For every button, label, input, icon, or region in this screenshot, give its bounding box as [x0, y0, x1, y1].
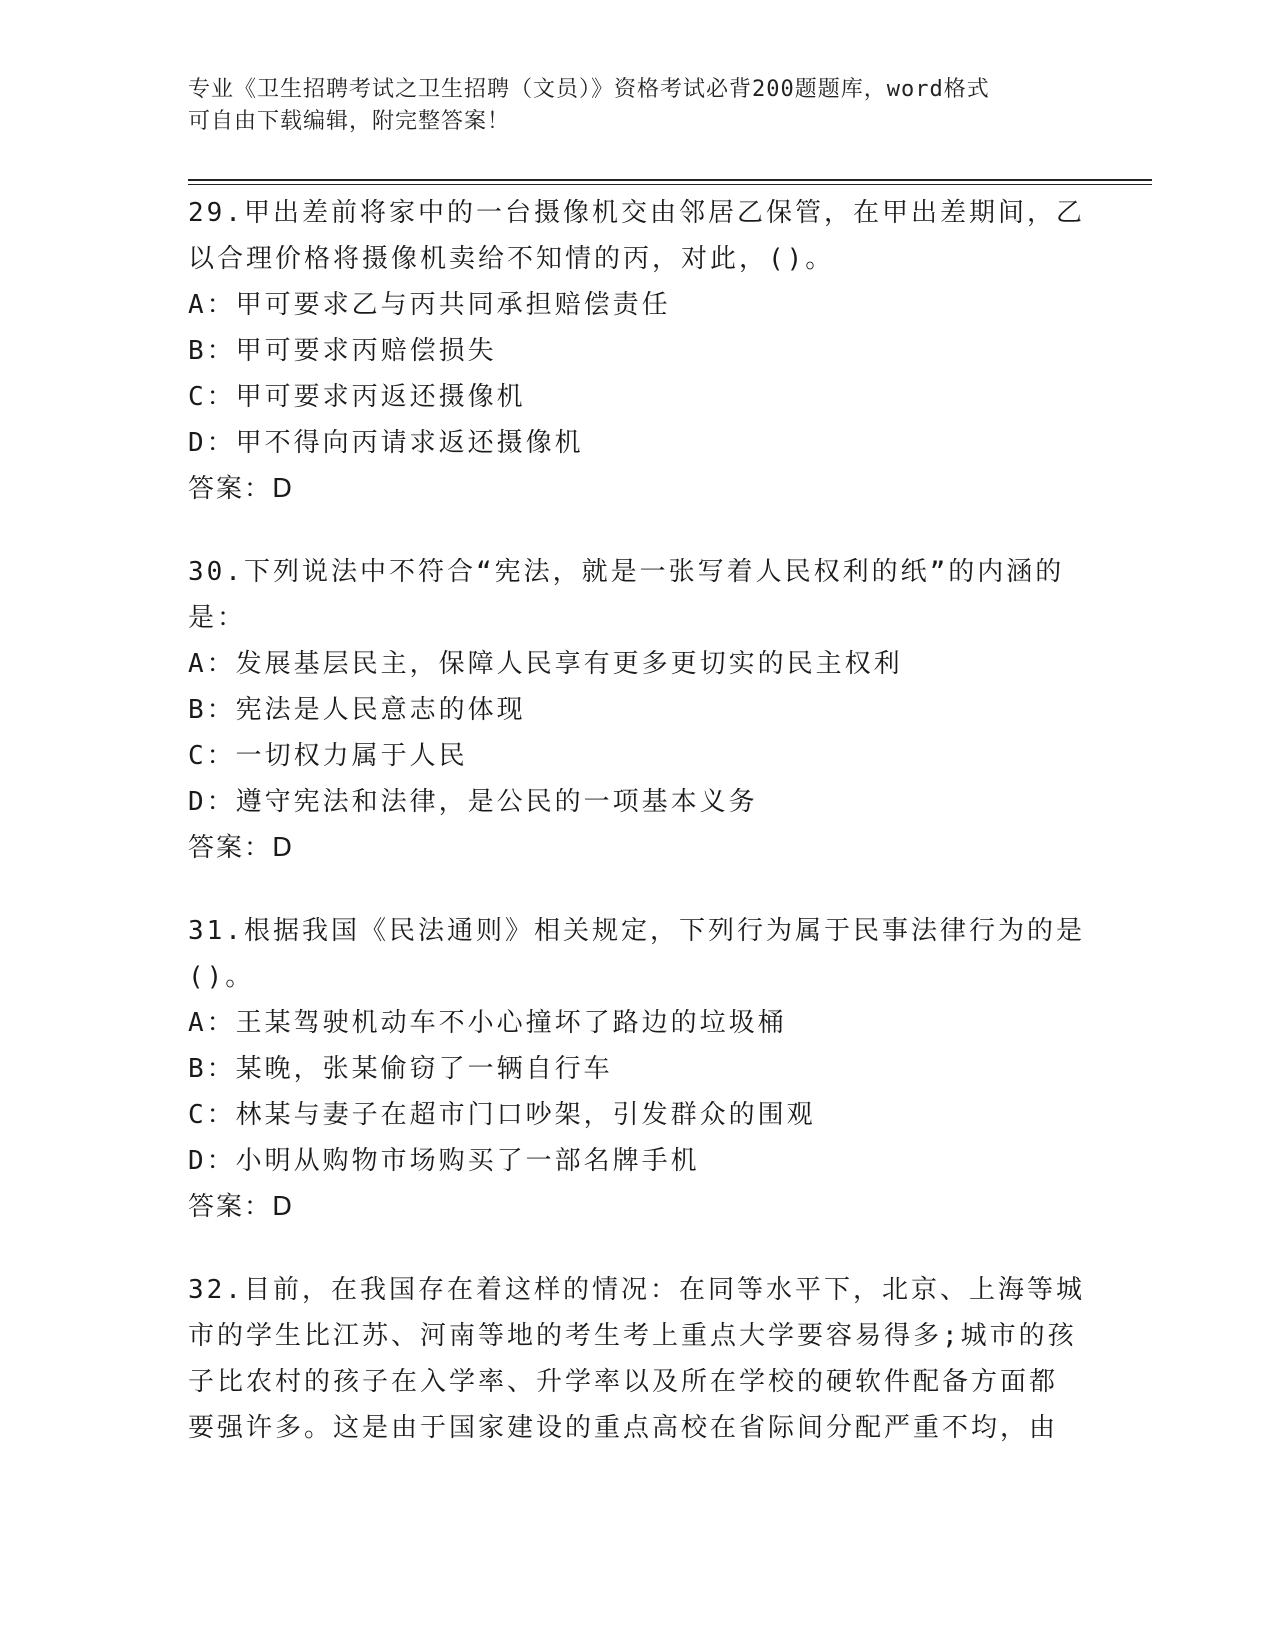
- option-d: D：小明从购物市场购买了一部名牌手机: [188, 1146, 700, 1176]
- header-line-2: 可自由下载编辑，附完整答案！: [188, 109, 511, 134]
- option-b: B：宪法是人民意志的体现: [188, 695, 526, 725]
- header-line-1: 专业《卫生招聘考试之卫生招聘（文员）》资格考试必背200题题库，word格式: [188, 77, 990, 102]
- answer-line: 答案：D: [188, 474, 295, 504]
- option-a: A：王某驾驶机动车不小心撞坏了路边的垃圾桶: [188, 1008, 787, 1038]
- question-text-line: 市的学生比江苏、河南等地的考生考上重点大学要容易得多;城市的孩: [188, 1321, 1077, 1351]
- question-text-line: ()。: [188, 962, 255, 992]
- option-c: C：林某与妻子在超市门口吵架，引发群众的围观: [188, 1100, 816, 1130]
- answer-line: 答案：D: [188, 1192, 295, 1222]
- option-d: D：遵守宪法和法律，是公民的一项基本义务: [188, 787, 758, 817]
- question-text-line: 要强许多。这是由于国家建设的重点高校在省际间分配严重不均，由: [188, 1413, 1059, 1443]
- question-text-line: 子比农村的孩子在入学率、升学率以及所在学校的硬软件配备方面都: [188, 1367, 1059, 1397]
- question-30: [188, 549, 1088, 871]
- question-text-line: 31.根据我国《民法通则》相关规定，下列行为属于民事法律行为的是: [188, 916, 1085, 946]
- question-32: [188, 1267, 1088, 1451]
- option-a: A：甲可要求乙与丙共同承担赔偿责任: [188, 290, 671, 320]
- option-d: D：甲不得向丙请求返还摄像机: [188, 428, 584, 458]
- question-text-line: 32.目前，在我国存在着这样的情况：在同等水平下，北京、上海等城: [188, 1275, 1085, 1305]
- option-b: B：甲可要求丙赔偿损失: [188, 336, 497, 366]
- question-text-line: 是：: [188, 603, 247, 633]
- header-divider-thin: [188, 184, 1152, 185]
- option-c: C：甲可要求丙返还摄像机: [188, 382, 526, 412]
- question-text-line: 29.甲出差前将家中的一台摄像机交由邻居乙保管，在甲出差期间，乙: [188, 198, 1085, 228]
- question-text-line: 以合理价格将摄像机卖给不知情的丙，对此，()。: [188, 244, 835, 274]
- question-list: [188, 190, 1088, 1488]
- question-31: [188, 908, 1088, 1230]
- option-b: B：某晚，张某偷窃了一辆自行车: [188, 1054, 613, 1084]
- option-a: A：发展基层民主，保障人民享有更多更切实的民主权利: [188, 649, 903, 679]
- document-header: [188, 74, 1088, 138]
- answer-line: 答案：D: [188, 833, 295, 863]
- question-29: [188, 190, 1088, 512]
- question-text-line: 30.下列说法中不符合“宪法，就是一张写着人民权利的纸”的内涵的: [188, 557, 1065, 587]
- option-c: C：一切权力属于人民: [188, 741, 468, 771]
- header-divider-thick: [188, 179, 1152, 181]
